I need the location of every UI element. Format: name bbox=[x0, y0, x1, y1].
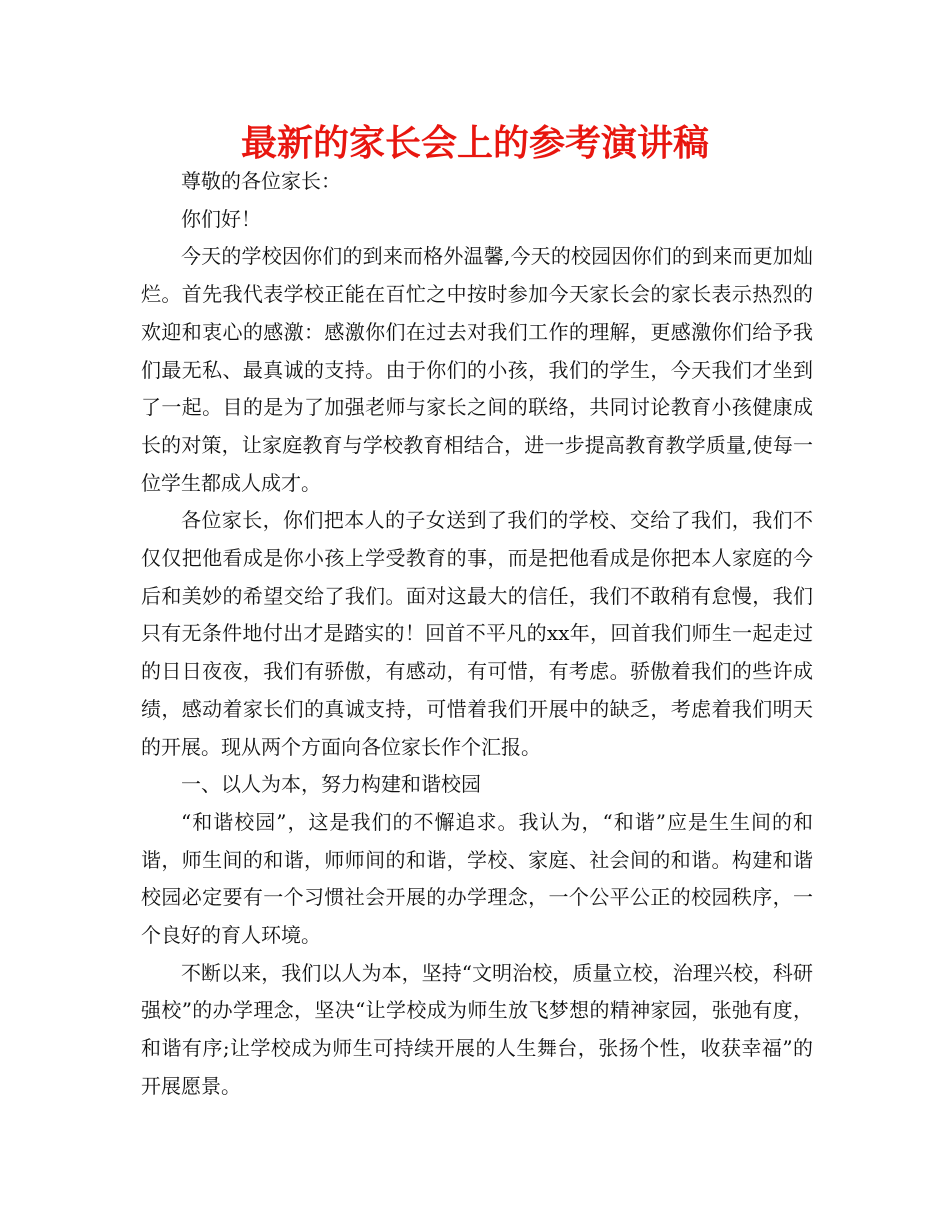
paragraph: 各位家长，你们把本人的子女送到了我们的学校、交给了我们，我们不仅仅把他看成是你小孩上学受教育的事，而是把他看成是你把本人家庭的今后和美妙的希望交给了我们。面对这最大的信任，我们不敢稍有怠慢，我们只有无条件地付出才是踏实的！回首不平凡的xx年，回首我们师生一起走过的日日夜夜，我们有骄傲，有感动，有可惜，有考虑。骄傲着我们的些许成绩，感动着家长们的真诚支持，可惜着我们开展中的缺乏，考虑着我们明天的开展。现从两个方面向各位家长作个汇报。 bbox=[141, 508, 813, 759]
paragraph: 不断以来，我们以人为本，坚持“文明治校，质量立校，治理兴校，科研强校”的办学理念，坚决“让学校成为师生放飞梦想的精神家园，张弛有度，和谐有序;让学校成为师生可持续开展的人生舞台，张扬个性，收获幸福”的开展愿景。 bbox=[141, 960, 813, 1098]
paragraph-salutation: 尊敬的各位家长： bbox=[181, 169, 341, 193]
document-title: 最新的家长会上的参考演讲稿 bbox=[240, 123, 709, 164]
section-heading: 一、以人为本，努力构建和谐校园 bbox=[181, 772, 481, 797]
document-body bbox=[141, 163, 813, 1106]
paragraph: 今天的学校因你们的到来而格外温馨,今天的校园因你们的到来而更加灿烂。首先我代表学校正能在百忙之中按时参加今天家长会的家长表示热烈的欢迎和衷心的感激：感激你们在过去对我们工作的理解，更感激你们给予我们最无私、最真诚的支持。由于你们的小孩，我们的学生，今天我们才坐到了一起。目的是为了加强老师与家长之间的联络，共同讨论教育小孩健康成长的对策，让家庭教育与学校教育相结合，进一步提高教育教学质量,使每一位学生都成人成才。 bbox=[141, 244, 813, 495]
paragraph-greeting: 你们好！ bbox=[181, 206, 261, 231]
paragraph: “和谐校园”，这是我们的不懈追求。我认为，“和谐”应是生生间的和谐，师生间的和谐，师师间的和谐，学校、家庭、社会间的和谐。构建和谐校园必定要有一个习惯社会开展的办学理念，一个公平公正的校园秩序，一个良好的育人环境。 bbox=[141, 809, 813, 948]
